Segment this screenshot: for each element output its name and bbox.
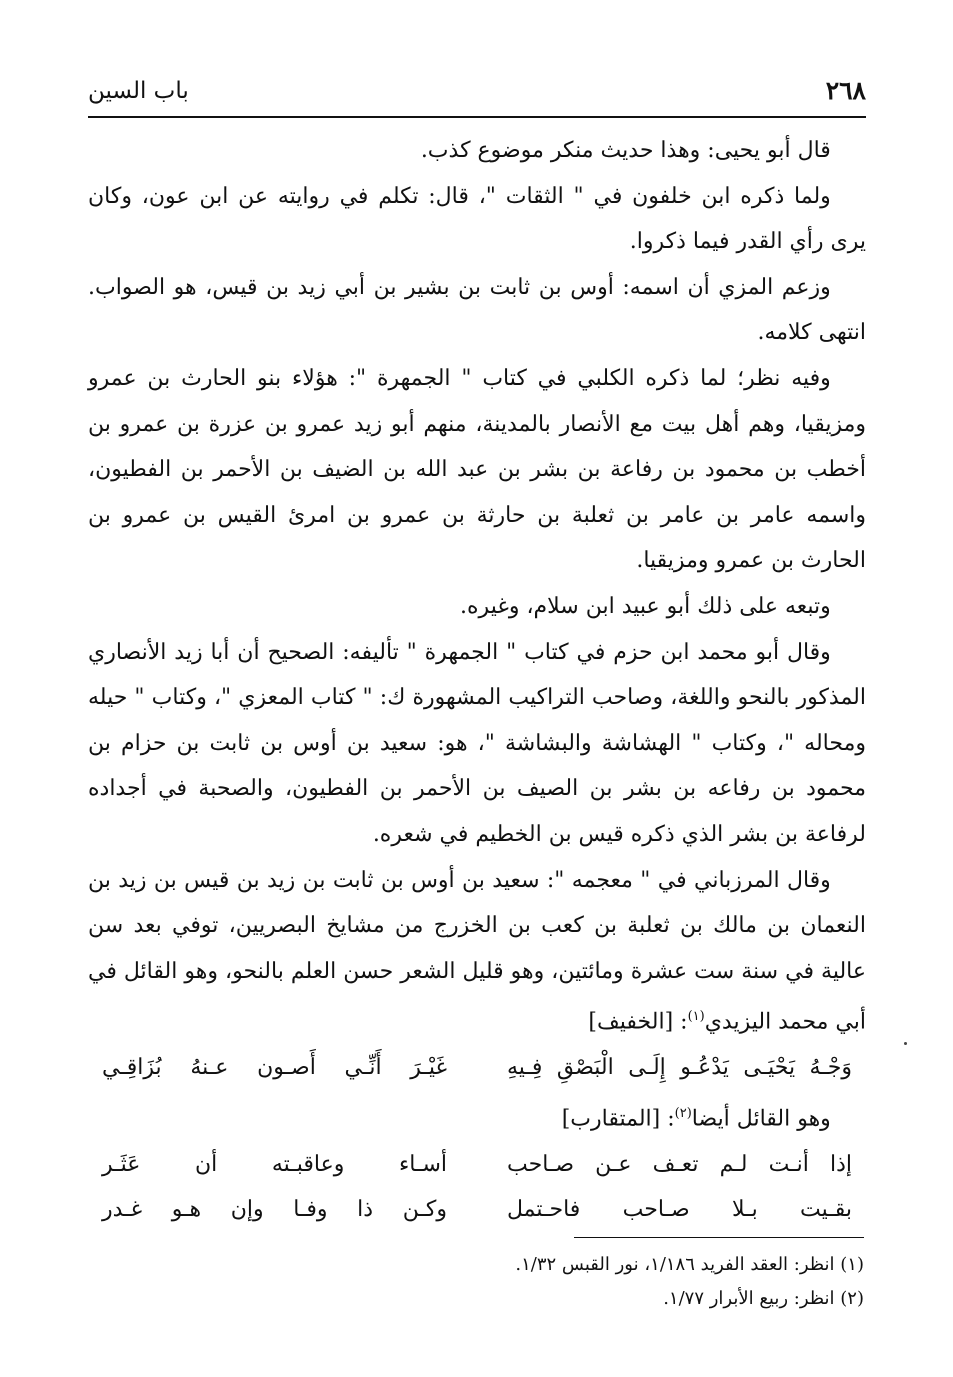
footnote: (٢) انظر: ربيع الأبرار ١/٧٧.	[663, 1288, 864, 1309]
chapter-title: باب السين	[88, 78, 189, 104]
verse-line	[88, 1187, 866, 1233]
paragraph: وقال أبو محمد ابن حزم في كتاب " الجمهرة " تأليفه: الصحيح أن أبا زيد الأنصاري المذكور بالنحو واللغة، وصاحب التراكيب المشهورة ك: " كتاب المعزي "، وكتاب " حيله ومحاله "، وكتاب " الهشاشة والبشاشة "، هو: سعيد بن أوس بن ثابت بن حزام بن محمود بن رفاعه بن بشر بن الصيف بن الأحمر بن الفطيون، والصحبة في أجداده لرفاعة بن بشر الذي ذكره قيس بن الخطيم في شعره.	[88, 639, 867, 847]
verse-hemistich-second: وكـن ذا وفـا وإن هـو غـدر	[102, 1197, 447, 1223]
main-text	[88, 128, 866, 1233]
verse-hemistich-second: غَيْـرَ أَنِّـي أَصـون عـنهُ بُزَاقِـي	[102, 1055, 447, 1081]
footnote: (١) انظر: العقد الفريد ١/١٨٦، نور القبس ١/٣٢.	[515, 1254, 864, 1275]
verse-hemistich-first: إذا أنـت لـم تعـف عـن صـاحب	[507, 1151, 852, 1177]
paragraph: ولما ذكره ابن خلفون في " الثقات "، قال: تكلم في روايته عن ابن عون، وكان يرى رأي القدر فيما ذكروا.	[88, 183, 866, 255]
header-divider	[88, 116, 866, 118]
verse-hemistich-first: وَجْـهُ يَحْيَـى يَدْعُـو إِلَـى الْبَصْقِ فِـيهِ	[507, 1055, 852, 1081]
scan-speck	[904, 1042, 907, 1045]
paragraph: قال أبو يحيى: وهذا حديث منكر موضوع كذب.	[420, 138, 831, 163]
paragraph-text: وقال المرزباني في " معجمه ": سعيد بن أوس بن ثابت بن زيد بن قيس بن زيد بن النعمان بن مالك بن ثعلبة بن كعب بن الخزرج من مشايخ البصريين، توفي بعد سن عالية في سنة ست عشرة ومائتين، وهو قليل الشعر حسن العلم بالنحو، وهو القائل في أبي محمد اليزيدي	[88, 867, 866, 1035]
paragraph	[88, 1091, 866, 1142]
meter-label: : [الخفيف]	[588, 1009, 688, 1035]
paragraph: وفيه نظر؛ لما ذكره الكلبي في كتاب " الجمهرة ": هؤلاء بنو الحارث بن عمرو ومزيقيا، وهم أهل بيت مع الأنصار بالمدينة، منهم أبو زيد عمرو بن عزرة بن عمرو بن أخطب بن محمود بن رفاعة بن بشر بن عبد الله بن الضيف بن الأحمر بن الفطيون، واسمه عامر بن عامر بن ثعلبة بن حارثة بن عمرو بن امرئ القيس بن عمرو بن الحارث بن عمرو ومزيقيا.	[88, 365, 867, 574]
paragraph: وتبعه على ذلك أبو عبيد ابن سلام، وغيره.	[460, 593, 831, 619]
paragraph-text: وهو القائل أيضا	[691, 1106, 831, 1132]
paragraph: وزعم المزي أن اسمه: أوس بن ثابت بن بشير بن أبي زيد بن قيس، هو الصواب. انتهى كلامه.	[88, 274, 866, 346]
verse-line	[88, 1045, 866, 1091]
footnote-divider	[574, 1237, 864, 1238]
verse-hemistich-first: بقـيت بـلا صـاحب فاحـتمل	[507, 1197, 852, 1223]
verse-hemistich-second: أسـاء وعاقبـته أن عَثَـر	[102, 1151, 447, 1177]
verse-line	[88, 1142, 866, 1188]
footnotes	[300, 1248, 864, 1316]
footnote-ref: (١)	[687, 1009, 705, 1025]
footnote-ref: (٢)	[674, 1105, 692, 1121]
page-number: ٢٦٨	[825, 76, 866, 105]
meter-label: : [المتقارب]	[561, 1106, 675, 1132]
page-header	[88, 70, 866, 114]
paragraph	[88, 858, 866, 1046]
